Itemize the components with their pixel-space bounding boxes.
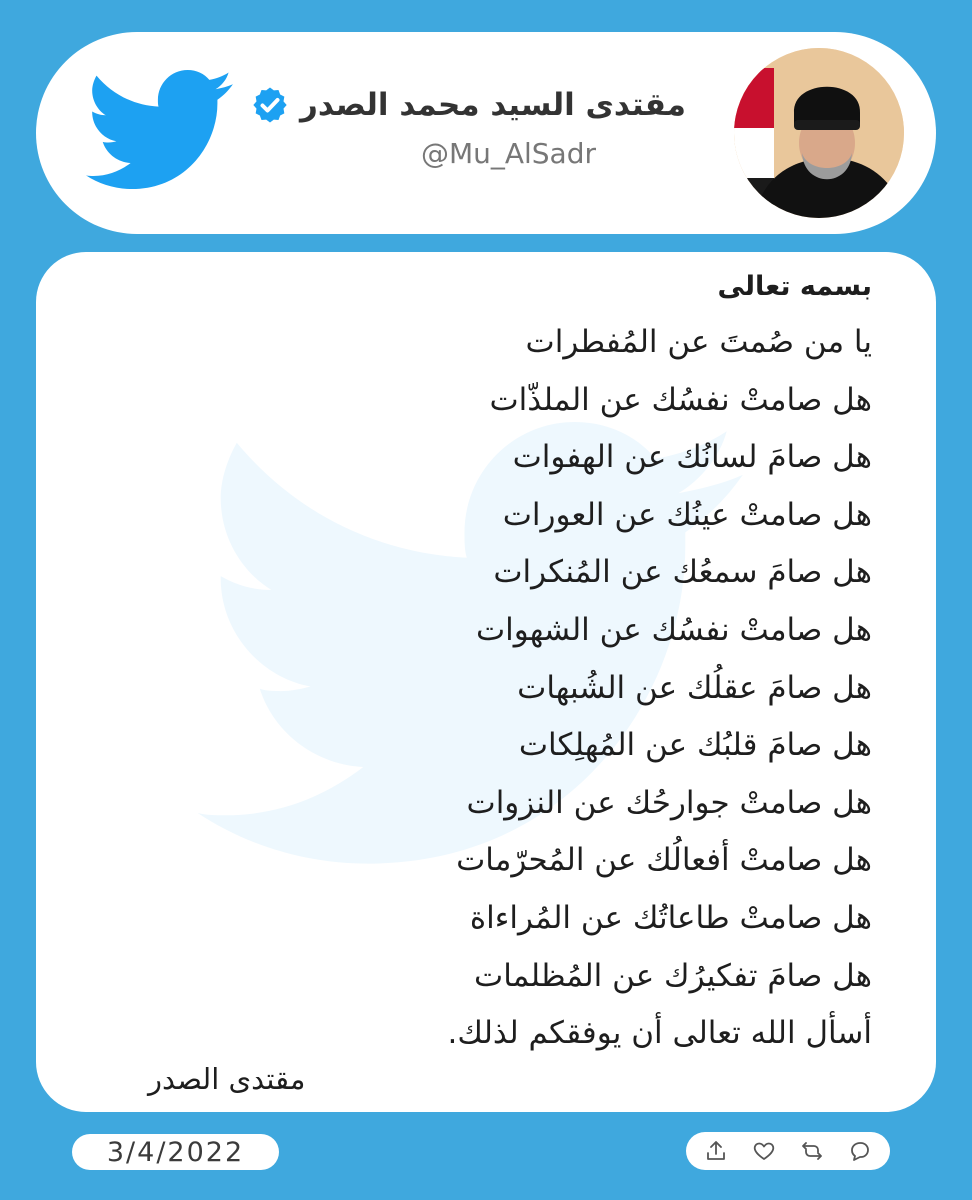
tweet-actions	[686, 1132, 890, 1170]
tweet-line: أسأل الله تعالى أن يوفقكم لذلك.	[447, 1015, 872, 1052]
twitter-bird-icon	[86, 70, 236, 194]
share-icon[interactable]	[704, 1139, 728, 1163]
avatar[interactable]	[734, 48, 904, 218]
tweet-line: هل صامتْ نفسُك عن الشهوات	[475, 611, 872, 648]
tweet-line: هل صامَ سمعُك عن المُنكرات	[493, 554, 872, 591]
tweet-line: هل صامتْ عينُك عن العورات	[502, 496, 872, 533]
tweet-line: هل صامَ عقلُك عن الشُبهات	[517, 669, 872, 706]
tweet-line: هل صامَ تفكيرُك عن المُظلمات	[474, 957, 872, 994]
tweet-line: هل صامتْ طاعاتُك عن المُراءاة	[469, 899, 872, 936]
tweet-date: 3/4/2022	[72, 1134, 279, 1170]
tweet-line: يا من صُمتَ عن المُفطرات	[525, 324, 872, 360]
avatar-photo	[734, 48, 904, 218]
tweet-text	[312, 270, 872, 1063]
tweet-greeting: بسمه تعالى	[717, 271, 872, 302]
tweet-line: هل صامتْ نفسُك عن الملذّات	[489, 381, 872, 418]
name-row	[250, 80, 686, 130]
reply-icon[interactable]	[848, 1139, 872, 1163]
tweet-line: هل صامَ قلبُك عن المُهلِكات	[518, 727, 872, 764]
tweet-line: هل صامتْ أفعالُك عن المُحرّمات	[456, 842, 872, 879]
like-heart-icon[interactable]	[752, 1139, 776, 1163]
display-name[interactable]: مقتدى السيد محمد الصدر	[299, 87, 686, 123]
tweet-card	[36, 252, 936, 1112]
retweet-icon[interactable]	[800, 1139, 824, 1163]
tweet-signature: مقتدى الصدر	[148, 1062, 306, 1096]
verified-badge-icon	[250, 85, 290, 125]
user-handle[interactable]: @Mu_AlSadr	[420, 137, 596, 170]
tweet-line: هل صامَ لسانُك عن الهفوات	[512, 439, 872, 476]
tweet-line: هل صامتْ جوارحُك عن النزوات	[466, 784, 872, 821]
